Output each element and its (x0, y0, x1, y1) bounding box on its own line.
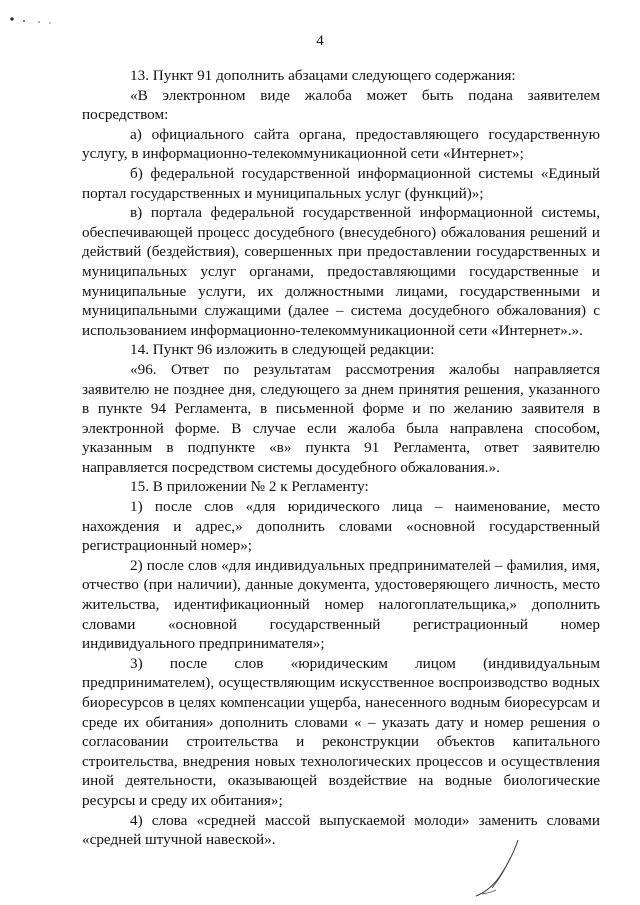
paragraph-item-14: 14. Пункт 96 изложить в следующей редакции: (130, 341, 435, 359)
paragraph-item-13: 13. Пункт 91 дополнить абзацами следующего содержания: (130, 67, 516, 84)
paragraph-subitem-a: а) официального сайта органа, предоставляющего государственную услугу, в информационно-телекоммуникационной сети «Интернет»; (82, 125, 600, 163)
paragraph-amendment-4: 4) слова «средней массой выпускаемой молоди» заменить словами «средней штучной навеской». (82, 811, 600, 849)
paragraph-electronic-complaint: «В электронном виде жалоба может быть подана заявителем посредством: (82, 86, 600, 124)
paragraph-subitem-v: в) портала федеральной государственной информационной системы, обеспечивающей процесс досудебного (внесудебного) обжалования решений и действий (бездействия), совершенных при предоставлении государственных и муниципальных услуг органами, предоставляющими государственные и муниципальные услуги, их должностными лицами, государственными и муниципальными служащими (далее – система досудебного обжалования) с использованием информационно-телекоммуникационной сети «Интернет».». (82, 204, 600, 339)
paragraph-item-15: 15. В приложении № 2 к Регламенту: (130, 478, 369, 496)
scan-artifact-dots (8, 8, 58, 28)
document-body (82, 66, 600, 850)
paragraph-amendment-1: 1) после слов «для юридического лица – наименование, место нахождения и адрес,» дополнить словами «основной государственный регистрационный номер»; (82, 498, 600, 555)
paragraph-subitem-b: б) федеральной государственной информационной системы «Единый портал государственных и муниципальных услуг (функций)»; (82, 164, 600, 202)
paragraph-amendment-3: 3) после слов «юридическим лицом (индивидуальным предпринимателем), осуществляющим искусственное воспроизводство водных биоресурсов в целях компенсации ущерба, нанесенного водным биоресурсам и среде их обитания» дополнить словами « – указать дату и номер решения о согласовании строительства и реконструкции объектов капитального строительства, внедрения новых технологических процессов и осуществления иной деятельности, оказывающей воздействие на водные биологические ресурсы и среду их обитания»; (82, 654, 600, 809)
page-number: 4 (316, 33, 324, 49)
signature-mark (470, 838, 540, 898)
paragraph-amendment-2: 2) после слов «для индивидуальных предпринимателей – фамилия, имя, отчество (при наличии), данные документа, удостоверяющего личность, место жительства, идентификационный номер налогоплательщика,» дополнить словами «основной государственный регистрационный номер индивидуального предпринимателя»; (82, 556, 600, 653)
paragraph-item-96: «96. Ответ по результатам рассмотрения жалобы направляется заявителю не позднее дня, следующего за днем принятия решения, указанного в пункте 94 Регламента, в письменной форме и по желанию заявителя в электронной форме. В случае если жалоба была направлена способом, указанным в подпункте «в» пункта 91 Регламента, ответ заявителю направляется посредством системы досудебного обжалования.». (82, 360, 600, 476)
